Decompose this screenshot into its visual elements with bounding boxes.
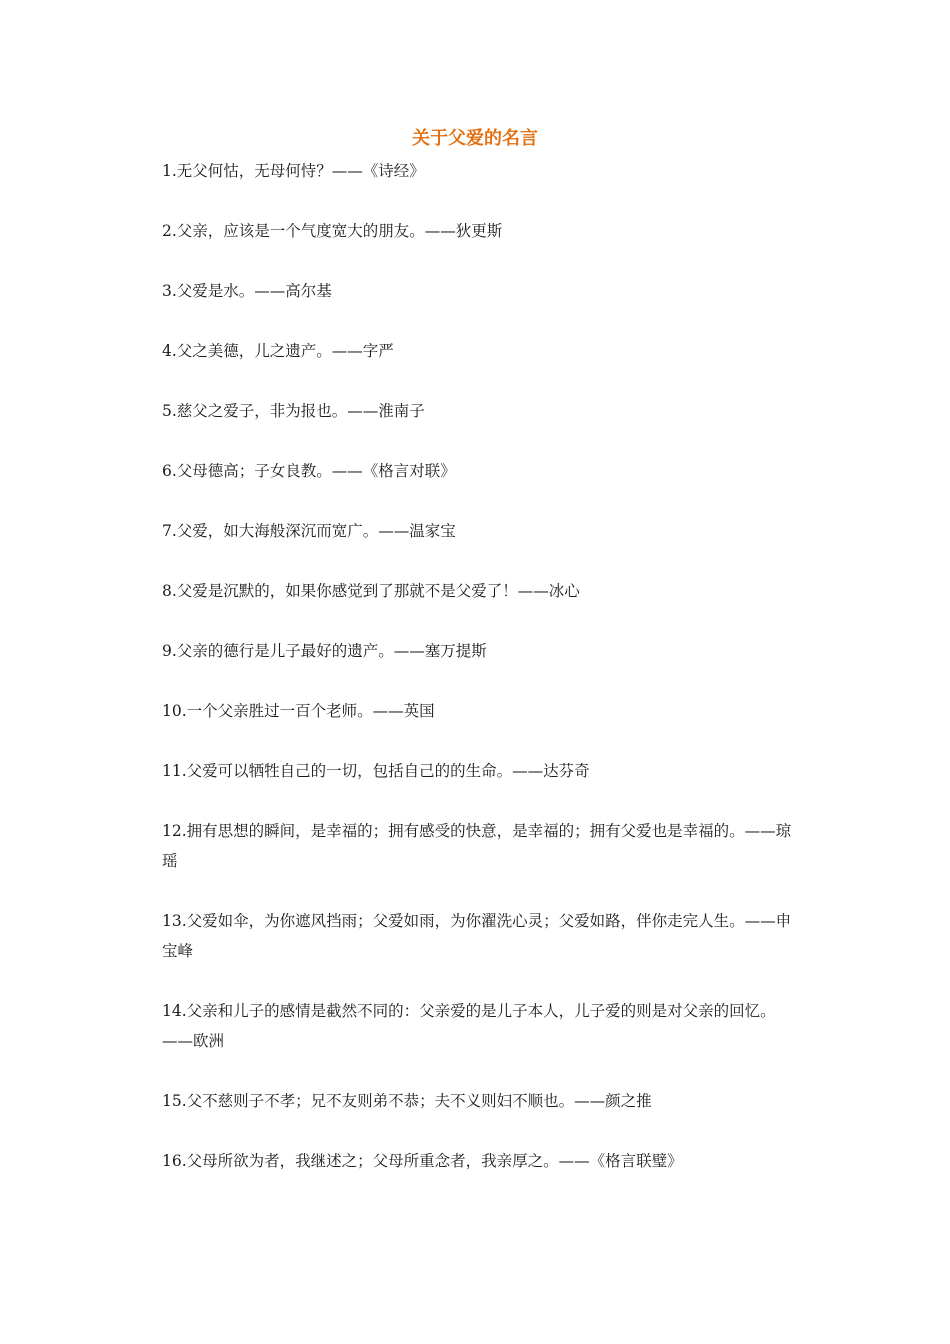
quote-item: 16.父母所欲为者，我继述之；父母所重念者，我亲厚之。——《格言联璧》 — [162, 1152, 683, 1170]
quote-item: 9.父亲的德行是儿子最好的遗产。——塞万提斯 — [162, 642, 487, 660]
quote-item: 1.无父何怙，无母何恃？——《诗经》 — [162, 162, 425, 180]
quote-item: 6.父母德高；子女良教。——《格言对联》 — [162, 462, 456, 480]
quote-item: 10.一个父亲胜过一百个老师。——英国 — [162, 702, 435, 720]
quote-item: 7.父爱，如大海般深沉而宽广。——温家宝 — [162, 522, 456, 540]
document-title: 关于父爱的名言 — [412, 128, 538, 149]
quote-item: 2.父亲，应该是一个气度宽大的朋友。——狄更斯 — [162, 222, 503, 240]
quote-item: 3.父爱是水。——高尔基 — [162, 282, 332, 300]
quote-item: 12.拥有思想的瞬间，是幸福的；拥有感受的快意，是幸福的；拥有父爱也是幸福的。——琼瑶 — [162, 822, 792, 870]
quote-item: 5.慈父之爱子，非为报也。——淮南子 — [162, 402, 425, 420]
quote-item: 11.父爱可以牺牲自己的一切，包括自己的的生命。——达芬奇 — [162, 762, 590, 780]
quote-item: 4.父之美德，儿之遗产。——字严 — [162, 342, 394, 360]
quote-item: 13.父爱如伞，为你遮风挡雨；父爱如雨，为你濯洗心灵；父爱如路，伴你走完人生。——申宝峰 — [162, 912, 792, 960]
quote-list — [162, 156, 792, 1206]
quote-item: 15.父不慈则子不孝；兄不友则弟不恭；夫不义则妇不顺也。——颜之推 — [162, 1092, 652, 1110]
quote-item: 8.父爱是沉默的，如果你感觉到了那就不是父爱了！——冰心 — [162, 582, 580, 600]
quote-item: 14.父亲和儿子的感情是截然不同的：父亲爱的是儿子本人，儿子爱的则是对父亲的回忆。——欧洲 — [162, 1002, 776, 1050]
